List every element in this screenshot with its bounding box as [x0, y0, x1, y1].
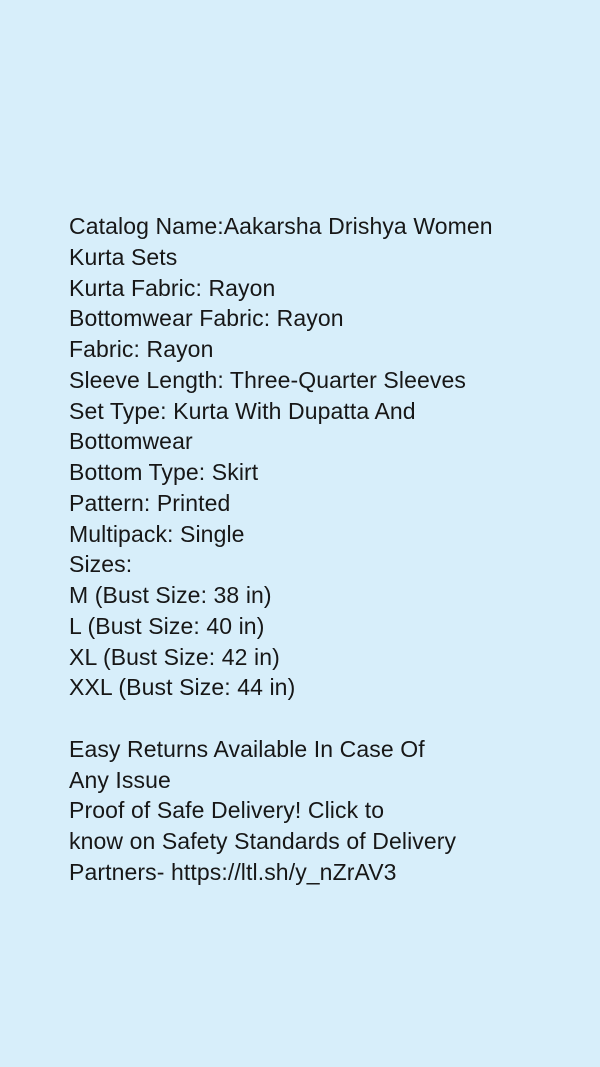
size-xxl-line: XXL (Bust Size: 44 in) [69, 674, 296, 701]
fabric-line: Fabric: Rayon [69, 336, 214, 362]
size-l-line: L (Bust Size: 40 in) [69, 612, 265, 639]
blank-line [69, 703, 569, 734]
multipack-line: Multipack: Single [69, 520, 245, 547]
safe-delivery-line-2: know on Safety Standards of Delivery [69, 828, 457, 854]
easy-returns-line-1: Easy Returns Available In Case Of [69, 735, 425, 762]
set-type-line-1: Set Type: Kurta With Dupatta And [69, 397, 416, 424]
easy-returns-line-2: Any Issue [69, 766, 171, 793]
catalog-name-line-2: Kurta Sets [69, 243, 178, 270]
sleeve-length-line: Sleeve Length: Three-Quarter Sleeves [69, 366, 466, 393]
sizes-heading: Sizes: [69, 551, 133, 578]
safe-delivery-link-line: Partners- https://ltl.sh/y_nZrAV3 [69, 858, 397, 885]
product-description [69, 211, 569, 888]
size-m-line: M (Bust Size: 38 in) [69, 582, 272, 608]
catalog-name-line-1: Catalog Name:Aakarsha Drishya Women [69, 213, 493, 239]
pattern-line: Pattern: Printed [69, 489, 231, 516]
bottom-type-line: Bottom Type: Skirt [69, 459, 259, 485]
bottomwear-fabric-line: Bottomwear Fabric: Rayon [69, 305, 344, 332]
safe-delivery-line-1: Proof of Safe Delivery! Click to [69, 797, 385, 824]
size-xl-line: XL (Bust Size: 42 in) [69, 643, 280, 670]
set-type-line-2: Bottomwear [69, 428, 193, 455]
kurta-fabric-line: Kurta Fabric: Rayon [69, 274, 276, 301]
